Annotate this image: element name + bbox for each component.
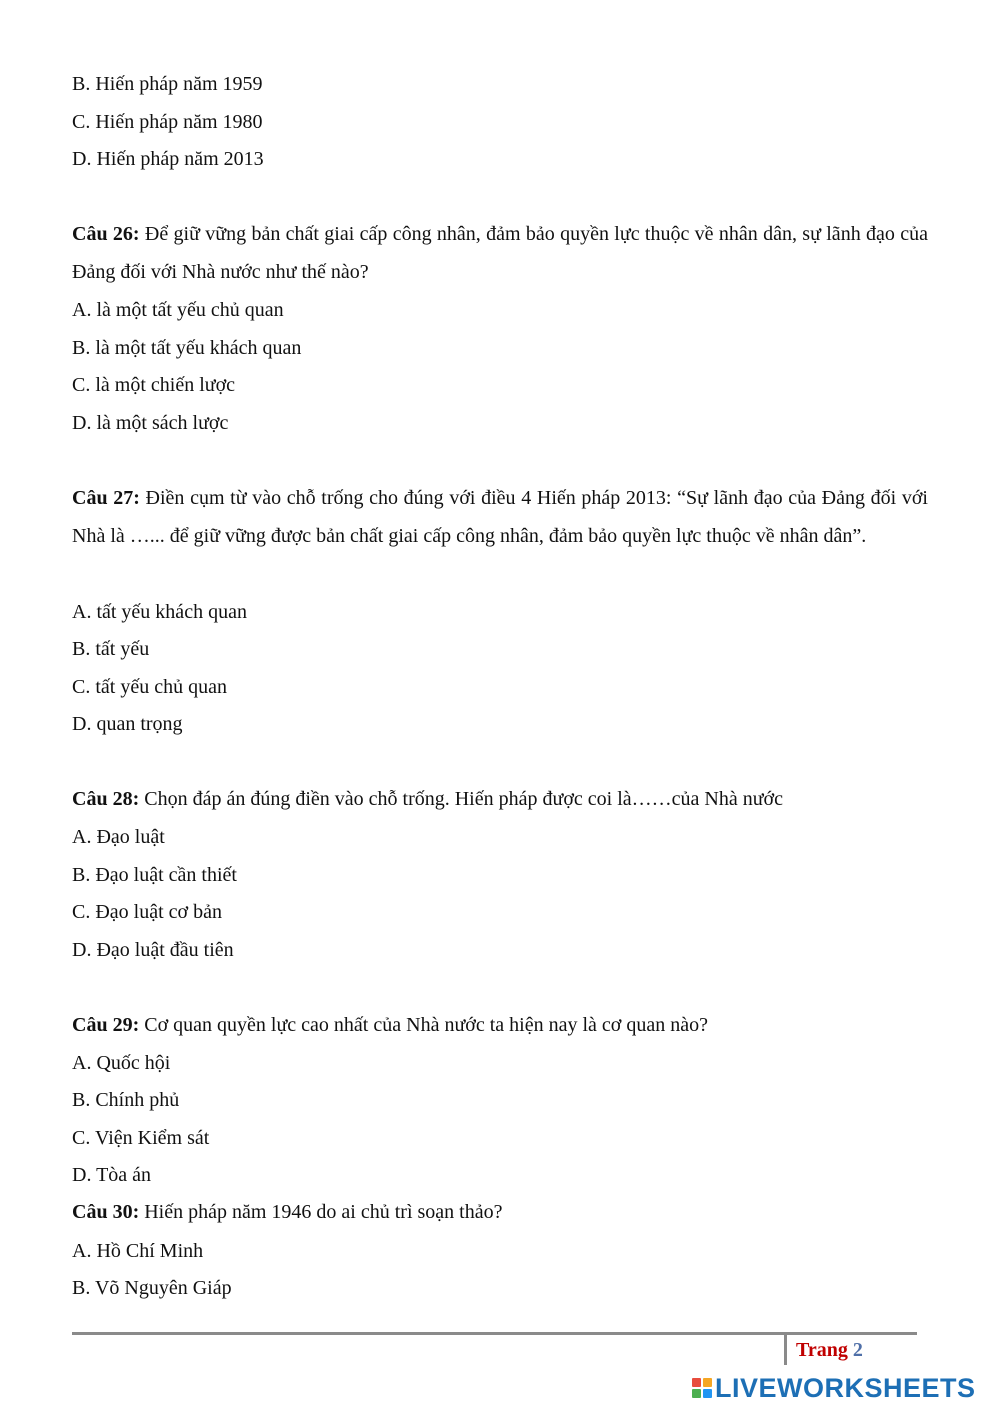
option-line: D. Hiến pháp năm 2013 <box>72 148 264 170</box>
brand-name: LIVEWORKSHEETS <box>715 1372 976 1403</box>
logo-square <box>703 1378 712 1387</box>
option-line: B. Đạo luật cần thiết <box>72 864 237 886</box>
option-line: B. tất yếu <box>72 638 150 660</box>
logo-grid-icon <box>692 1378 712 1398</box>
question-text: Điền cụm từ vào chỗ trống cho đúng với điều 4 Hiến pháp 2013: “Sự lãnh đạo của Đảng đối với Nhà là …... để giữ vững được bản chất giai cấp công nhân, đảm bảo quyền lực thuộc về nhân dân”. <box>72 487 928 547</box>
option-line: D. Tòa án <box>72 1164 152 1186</box>
question-label: Câu 30: <box>72 1201 140 1223</box>
option-line: A. là một tất yếu chủ quan <box>72 299 284 321</box>
question-text: Để giữ vững bản chất giai cấp công nhân, đảm bảo quyền lực thuộc về nhân dân, sự lãnh đạo của Đảng đối với Nhà nước như thế nào? <box>72 223 928 283</box>
option-line: C. tất yếu chủ quan <box>72 676 227 698</box>
option-line: D. Đạo luật đầu tiên <box>72 939 234 961</box>
page-label: Trang <box>796 1339 848 1361</box>
question-text: Hiến pháp năm 1946 do ai chủ trì soạn thảo? <box>139 1201 503 1223</box>
option-line: C. là một chiến lược <box>72 374 236 396</box>
question-26 <box>72 216 928 291</box>
option-line: D. là một sách lược <box>72 412 229 434</box>
option-line: A. Quốc hội <box>72 1052 171 1074</box>
question-28 <box>72 781 928 819</box>
logo-square <box>703 1389 712 1398</box>
logo-square <box>692 1378 701 1387</box>
option-line: C. Viện Kiểm sát <box>72 1127 210 1149</box>
question-label: Câu 29: <box>72 1014 140 1036</box>
question-text: Chọn đáp án đúng điền vào chỗ trống. Hiến pháp được coi là……của Nhà nước <box>139 788 784 810</box>
liveworksheets-logo[interactable] <box>692 1372 976 1404</box>
question-text: Cơ quan quyền lực cao nhất của Nhà nước ta hiện nay là cơ quan nào? <box>139 1014 708 1036</box>
question-label: Câu 26: <box>72 223 140 245</box>
option-line: A. Hồ Chí Minh <box>72 1240 204 1262</box>
option-line: A. tất yếu khách quan <box>72 601 247 623</box>
option-line: A. Đạo luật <box>72 826 165 848</box>
page-number-box <box>784 1335 863 1365</box>
logo-square <box>692 1389 701 1398</box>
option-line: C. Đạo luật cơ bản <box>72 901 222 923</box>
option-line: C. Hiến pháp năm 1980 <box>72 111 263 133</box>
option-line: B. Hiến pháp năm 1959 <box>72 73 263 95</box>
question-27 <box>72 480 928 555</box>
question-30 <box>72 1194 928 1232</box>
page-number: 2 <box>852 1339 863 1361</box>
option-line: B. Chính phủ <box>72 1089 180 1111</box>
option-line: B. Võ Nguyên Giáp <box>72 1277 232 1299</box>
question-label: Câu 27: <box>72 487 140 509</box>
question-label: Câu 28: <box>72 788 140 810</box>
question-29 <box>72 1007 928 1045</box>
option-line: D. quan trọng <box>72 713 183 735</box>
option-line: B. là một tất yếu khách quan <box>72 337 302 359</box>
